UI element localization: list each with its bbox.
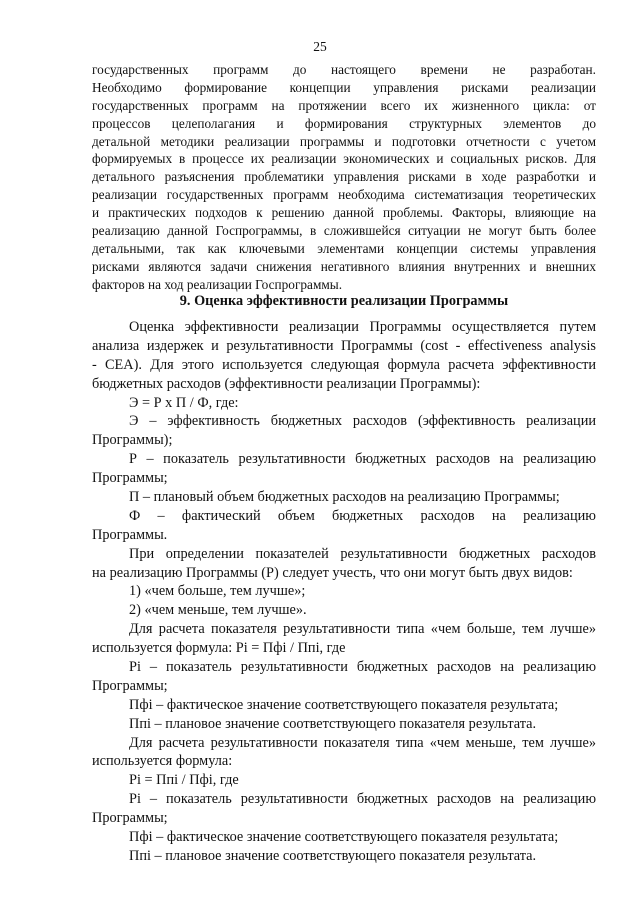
formula-line: Рi = Ппi / Пфi, где bbox=[129, 772, 239, 789]
text-line: детальными, так как ключевыми элементами концепции системы управления bbox=[92, 240, 596, 256]
text-line: факторов на ход реализации Госпрограммы. bbox=[92, 276, 343, 292]
text-line: Для расчета результативности показателя типа «чем меньше, тем лучше» bbox=[129, 734, 596, 751]
formula-line: используется формула: Рi = Пфi / Ппi, где bbox=[92, 640, 346, 657]
text-line: - CEA). Для этого используется следующая формула расчета эффективности bbox=[92, 356, 596, 373]
section-heading: 9. Оценка эффективности реализации Программы bbox=[179, 293, 509, 309]
text-line: Ф – фактический объем бюджетных расходов на реализацию bbox=[129, 507, 596, 524]
text-line: детальной методики реализации программы и подготовки отчетности с учетом bbox=[92, 133, 596, 149]
text-line: Для расчета показателя результативности типа «чем больше, тем лучше» bbox=[129, 621, 596, 638]
text-line: Э – эффективность бюджетных расходов (эффективность реализации bbox=[129, 413, 596, 430]
text-line: формируемых в процессе их реализации экономических и социальных рисков. Для bbox=[92, 151, 596, 167]
text-line: Программы; bbox=[92, 810, 168, 827]
list-item: 2) «чем меньше, тем лучше». bbox=[129, 602, 307, 619]
text-line: П – плановый объем бюджетных расходов на реализацию Программы; bbox=[129, 489, 560, 506]
text-line: процессов целеполагания и формирования структурных элементов до bbox=[92, 115, 596, 131]
text-line: детального разъяснения проблематики управления рисками в ходе разработки и bbox=[92, 169, 596, 185]
text-line: Рi – показатель результативности бюджетных расходов на реализацию bbox=[129, 659, 596, 676]
text-line: Программы. bbox=[92, 526, 168, 543]
text-line: рисками являются задачи снижения негативного влияния внутренних и внешних bbox=[92, 258, 596, 274]
text-line: Программы; bbox=[92, 470, 168, 487]
text-line: и практических подходов к решению данной проблемы. Факторы, влияющие на bbox=[92, 205, 596, 221]
text-line: Оценка эффективности реализации Программы осуществляется путем bbox=[129, 319, 596, 335]
text-line: реализации государственных программ необходима систематизация теоретических bbox=[92, 187, 596, 203]
text-line: Программы; bbox=[92, 677, 168, 694]
text-line: на реализацию Программы (Р) следует учесть, что они могут быть двух видов: bbox=[92, 564, 573, 581]
text-line: Пфi – фактическое значение соответствующего показателя результата; bbox=[129, 696, 559, 713]
text-line: используется формула: bbox=[92, 753, 233, 770]
text-line: Ппi – плановое значение соответствующего показателя результата. bbox=[129, 715, 537, 732]
text-line: Необходимо формирование концепции управления рисками реализации bbox=[92, 79, 596, 95]
text-line: бюджетных расходов (эффективности реализации Программы): bbox=[92, 375, 481, 392]
intro-paragraph bbox=[92, 61, 596, 294]
text-line: Ппi – плановое значение соответствующего показателя результата. bbox=[129, 847, 537, 864]
formula-line: Э = Р х П / Ф, где: bbox=[129, 394, 239, 411]
text-line: При определении показателей результативности бюджетных расходов bbox=[129, 545, 596, 562]
text-line: Пфi – фактическое значение соответствующего показателя результата; bbox=[129, 829, 559, 846]
text-line: анализа издержек и результативности Программы (cost - effectiveness analysis bbox=[92, 337, 596, 354]
text-line: реализацию данной Госпрограммы, в сложившейся ситуации не могут быть более bbox=[92, 223, 596, 239]
list-item: 1) «чем больше, тем лучше»; bbox=[129, 583, 306, 600]
text-line: Рi – показатель результативности бюджетных расходов на реализацию bbox=[129, 791, 596, 808]
text-line: государственных программ на протяжении всего их жизненного цикла: от bbox=[92, 97, 596, 113]
page-number: 25 bbox=[313, 39, 327, 54]
text-line: государственных программ до настоящего времени не разработан. bbox=[92, 62, 596, 77]
section-body bbox=[92, 318, 596, 866]
text-line: Программы); bbox=[92, 432, 173, 449]
text-line: Р – показатель результативности бюджетных расходов на реализацию bbox=[129, 451, 596, 468]
